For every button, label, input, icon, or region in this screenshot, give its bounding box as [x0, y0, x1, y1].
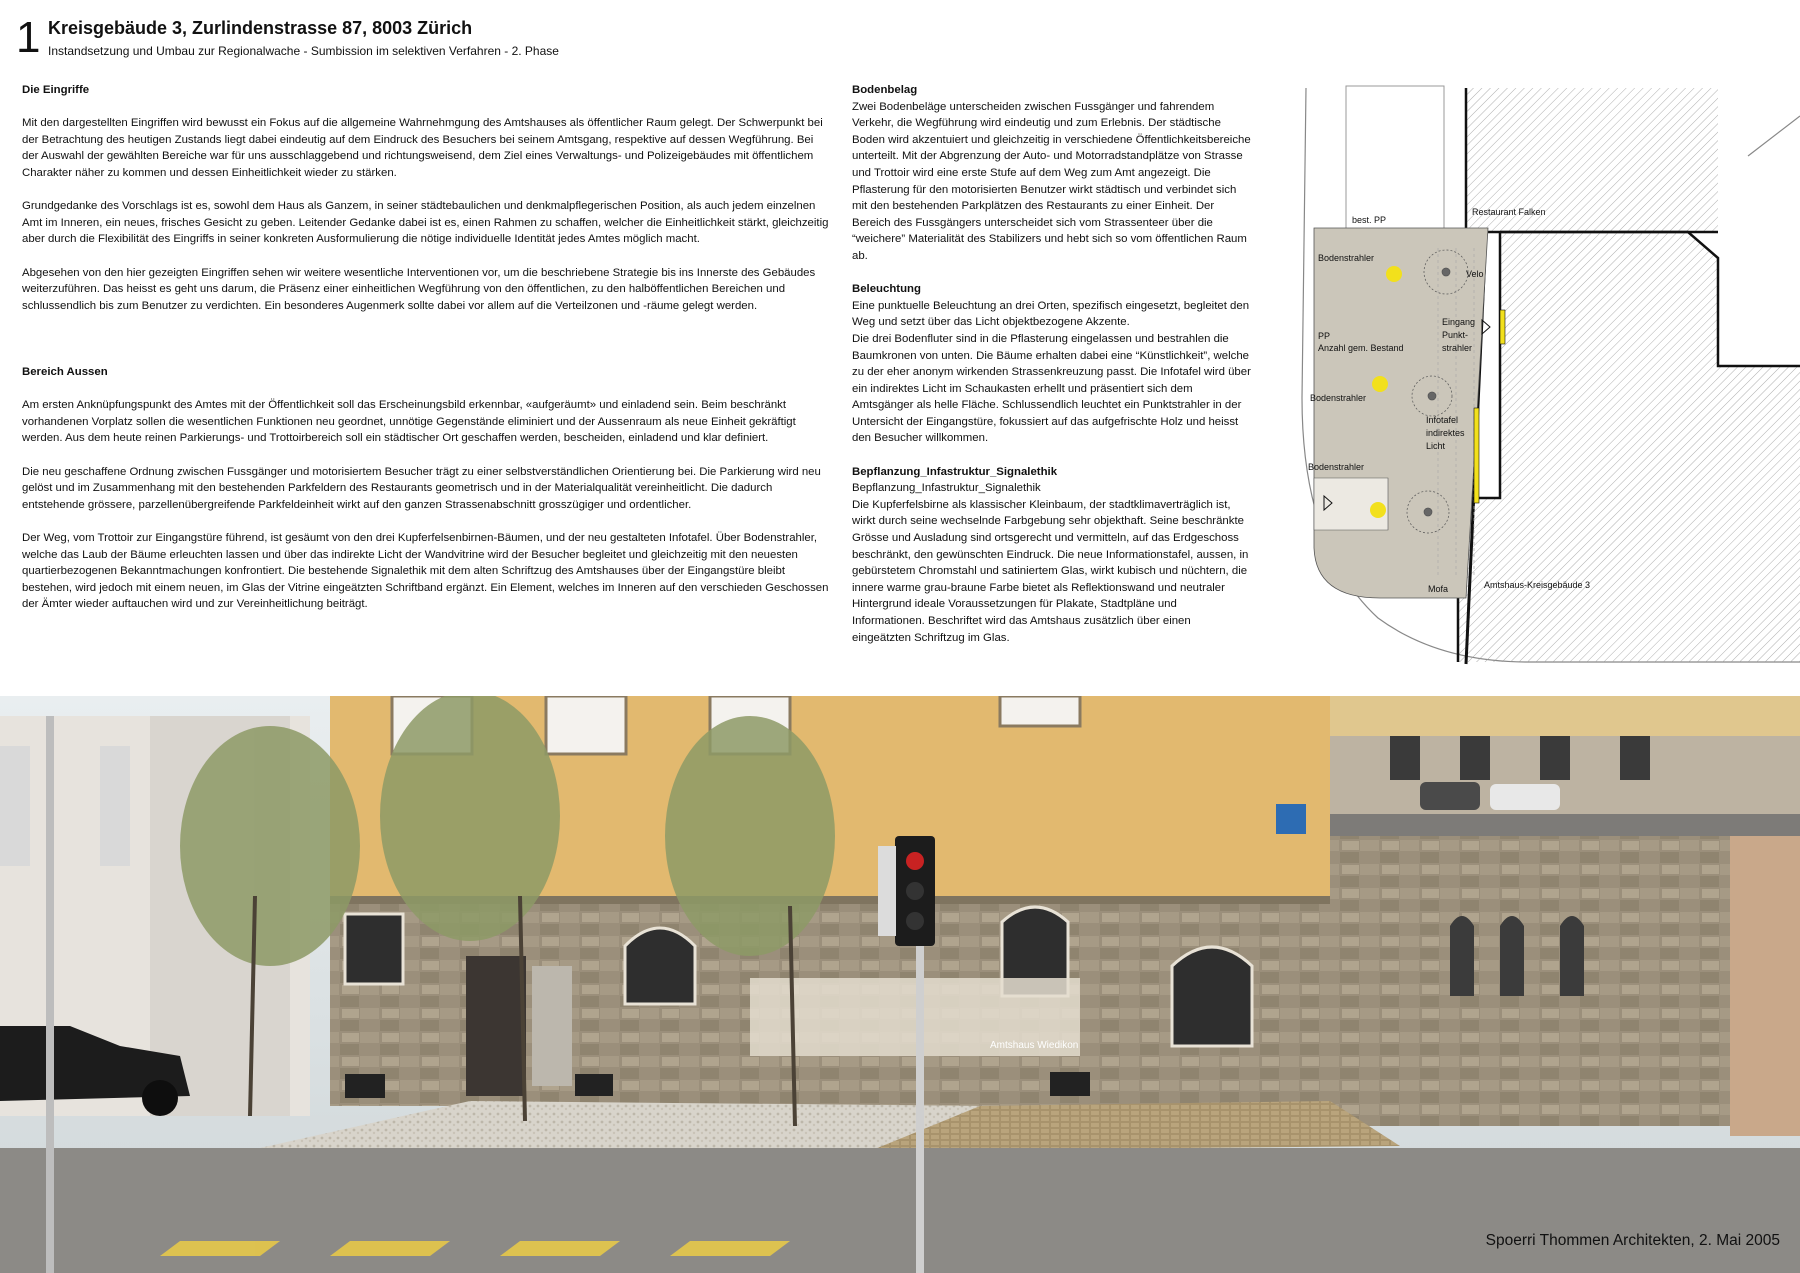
- architect-credit: Spoerri Thommen Architekten, 2. Mai 2005: [1485, 1232, 1780, 1249]
- infotafel-bar: [1474, 408, 1479, 503]
- section-heading-bereich-aussen: Bereich Aussen: [22, 366, 108, 379]
- existing-parking-box: [1346, 86, 1444, 232]
- section-subheading-bepflanzung: Bepflanzung_Infastruktur_Signalethik: [852, 482, 1041, 495]
- plan-label: Mofa: [1428, 584, 1449, 594]
- facade-sign: [1276, 804, 1306, 834]
- plan-label: strahler: [1442, 343, 1473, 353]
- paragraph: Die neu geschaffene Ordnung zwischen Fussgänger und motorisiertem Besucher trägt zu einer selbstverständlichen Orientierung bei. Die Parkierung wird neu gelöst und im Zusammenhang mit den bestehenden Parkfeldern des Restaurants geometrisch und in der Materialqualität vereinheitlicht. Die dadurch entstehende grössere, parzellenübergreifende Parkfeldeinheit wirkt auf den ganzen Strassenabschnitt grosszügiger und ordentlicher.: [22, 465, 821, 511]
- section-heading-beleuchtung: Beleuchtung: [852, 283, 921, 296]
- paragraph: Zwei Bodenbeläge unterscheiden zwischen Fussgänger und fahrendem Verkehr, die Wegführung wird eindeutig und zum Erlebnis. Der städtische Boden wird akzentuiert und gleichzeitig in verschiedene Öffentlichkeitsbereiche unterteilt. Mit der Abgrenzung der Auto- und Motorradstandplätze von Strasse und Trottoir wird eine erste Stufe auf dem Weg zum Amt angezeigt. Die Pflasterung für den motorisierten Benutzer wirkt städtisch und verbindet sich mit den bestehenden Parkplätzen des Restaurants zu einer Einheit. Der Bereich des Fussgängers unterscheidet sich vom Strassenteer über die “weichere” Materialität des Stabilizers und hebt sich so vom öffentlichen Raum ab.: [852, 100, 1251, 262]
- paragraph: Eine punktuelle Beleuchtung an drei Orten, spezifisch eingesetzt, begleitet den Weg und setzt über das Licht objektbezogene Akzente.: [852, 299, 1250, 329]
- plan-label: Eingang: [1442, 317, 1476, 327]
- plan-label: Bodenstrahler: [1308, 462, 1365, 472]
- entrance-light-bar: [1500, 310, 1505, 344]
- plan-label: Punkt-: [1442, 330, 1469, 340]
- mid-text-column: [852, 82, 1252, 646]
- amtshaus-building: [1458, 232, 1800, 662]
- left-text-column: [22, 82, 830, 613]
- paragraph: Der Weg, vom Trottoir zur Eingangstüre führend, ist gesäumt von den drei Kupferfelsenbirnen-Bäumen, und der neu gestalteten Infotafel. Über Bodenstrahler, welche das Laub der Bäume erleuchten lassen und über das indirekte Licht der Wandvitrine wird der Besucher begleitet und gleichzeitig mit den neuesten quartierbezogenen Bekanntmachungen konfrontiert. Die bestehende Signalethik mit dem alten Schriftzug des Amtshauses über der Eingangstüre bleibt bestehen, wird jedoch mit einem neuen, im Glas der Vitrine eingeätzten Schriftband ergänzt. Ein Element, welches im Inneren auf den verschieden Geschossen der Ämter wieder auftauchen wird und zur Vereinheitlichung beiträgt.: [22, 532, 829, 611]
- paragraph: Die Kupferfelsbirne als klassischer Kleinbaum, der stadtklimaverträglich ist, wirkt durch seine wechselnde Farbgebung sehr objekthaft. Seine beschränkte Grösse und Ausladung sind ortsgerecht und vermitteln, auf das Erdgeschoss beschränkt, den gewünschten Eindruck. Die neue Informationstafel, aussen, in gebürstetem Chromstahl und satiniertem Glas, wirkt kubisch und nüchtern, die innere warme grau-braune Farbe bietet als Reflektionswand und neutraler Hintergrund ideale Voraussetzungen für Plakate, Stadtpläne und Informationen. Beschriftet wird das Amtshaus zusätzlich über einen eingeätzten Schriftzug im Glas.: [852, 498, 1249, 644]
- forecourt-ground: [1314, 228, 1488, 598]
- plan-label: Velo: [1466, 269, 1484, 279]
- paragraph: Abgesehen von den hier gezeigten Eingriffen sehen wir weitere wesentliche Interventionen vor, um die beschriebene Strategie bis ins Innerste des Gebäudes weiterzuführen. Das heisst es geht uns darum, die Präsenz einer einheitlichen Wegführung von den öffentlichen, zu den halböffentlichen Bereichen und schlussendlich bis zum Benutzer zu verdichten. Ein besonderes Augenmerk sollte dabei vor allem auf die Verteilzonen und -räume gelegt werden.: [22, 266, 816, 312]
- paragraph: Die drei Bodenfluter sind in die Pflasterung eingelassen und bestrahlen die Baumkronen von unten. Die Bäume erhalten dabei eine “Künstlichkeit”, welche zu der eher anonym wirkenden Strassenkreuzung passt. Die Infotafel wird über ein indirektes Licht im Schaukasten erhellt und präsentiert sich dem Amtsgänger als helle Fläche. Schlussendlich leuchtet ein Punktstrahler in der Untersicht der Eingangstüre, fokussiert auf das aufgefrischte Holz und heisst den Besucher willkommen.: [852, 332, 1251, 445]
- tree-icon: [180, 696, 835, 966]
- street: [0, 1148, 1800, 1273]
- page-title: Kreisgebäude 3, Zurlindenstrasse 87, 8003 Zürich: [48, 18, 473, 38]
- plan-label: Bodenstrahler: [1310, 393, 1367, 403]
- facade-photomontage: [0, 696, 1800, 1273]
- entrance-door: [466, 956, 526, 1096]
- section-heading-eingriffe: Die Eingriffe: [22, 84, 90, 96]
- vitrine-lettering: Amtshaus Wiedikon: [990, 1040, 1079, 1051]
- plan-label: Restaurant Falken: [1472, 207, 1546, 217]
- plan-label: PP: [1318, 331, 1331, 341]
- plan-label: Bodenstrahler: [1318, 253, 1375, 263]
- plan-label: best. PP: [1352, 215, 1387, 225]
- site-plan: [1288, 78, 1800, 668]
- plan-label: Anzahl gem. Bestand: [1318, 343, 1404, 353]
- paragraph: Am ersten Anknüpfungspunkt des Amtes mit der Öffentlichkeit soll das Erscheinungsbild erkennbar, «aufgeräumt» und einladend sein. Beim beschränkt vorhandenen Vorplatz sollen die wesentlichen Funktionen neu geordnet, unnötige Gegenstände eliminiert und der Aussenraum als neue Einheit gekräftigt werden. Aus dem heute reinen Parkierungs- und Trottoirbereich soll ein städtischer Ort geschaffen werden, bescheiden, einladend und klar definiert.: [22, 399, 796, 445]
- section-heading-bepflanzung: Bepflanzung_Infastruktur_Signalethik: [852, 465, 1058, 478]
- plan-label: Infotafel: [1426, 415, 1459, 425]
- plan-label: indirektes: [1426, 428, 1465, 438]
- paragraph: Grundgedanke des Vorschlags ist es, sowohl dem Haus als Ganzem, in seiner städtebaulichen und denkmalpflegerischen Position, als auch jedem einzelnen Amt im Inneren, ein neues, frisches Gesicht zu geben. Leitender Gedanke dabei ist es, einen Rahmen zu schaffen, welcher die Einheitlichkeit stärkt, gleichzeitig aber durch die Flexibilität des Eingriffs in seiner konkreten Ausformulierung die nötige individuelle Identität jedes Amtes möglich macht.: [22, 200, 829, 246]
- street-outline-top: [1748, 116, 1800, 156]
- section-heading-bodenbelag: Bodenbelag: [852, 84, 918, 96]
- sheet-number: 1: [16, 13, 41, 62]
- paragraph: Mit den dargestellten Eingriffen wird bewusst ein Fokus auf die allgemeine Wahrnehmgung des Amtshauses als öffentlicher Raum gelegt. Der Schwerpunkt bei der Betrachtung des heutigen Zustands liegt dabei eindeutig auf dem Eindruck des Besuchers bei seinem Amtsgang, respektive auf dessen Wegführung. Bei der Auswahl der gewählten Bereiche war für uns ausschlaggebend und richtungsweisend, dem Ziel eines Verwaltungs- und Polizeigebäudes mit öffentlichem Charakter näher zu kommen und dessen Einheitlichkeit wieder zu stärken.: [22, 117, 823, 179]
- plan-label: Licht: [1426, 441, 1446, 451]
- plan-label: Amtshaus-Kreisgebäude 3: [1484, 580, 1591, 590]
- page-subtitle: Instandsetzung und Umbau zur Regionalwache - Sumbission im selektiven Verfahren - 2. Phase: [48, 44, 559, 58]
